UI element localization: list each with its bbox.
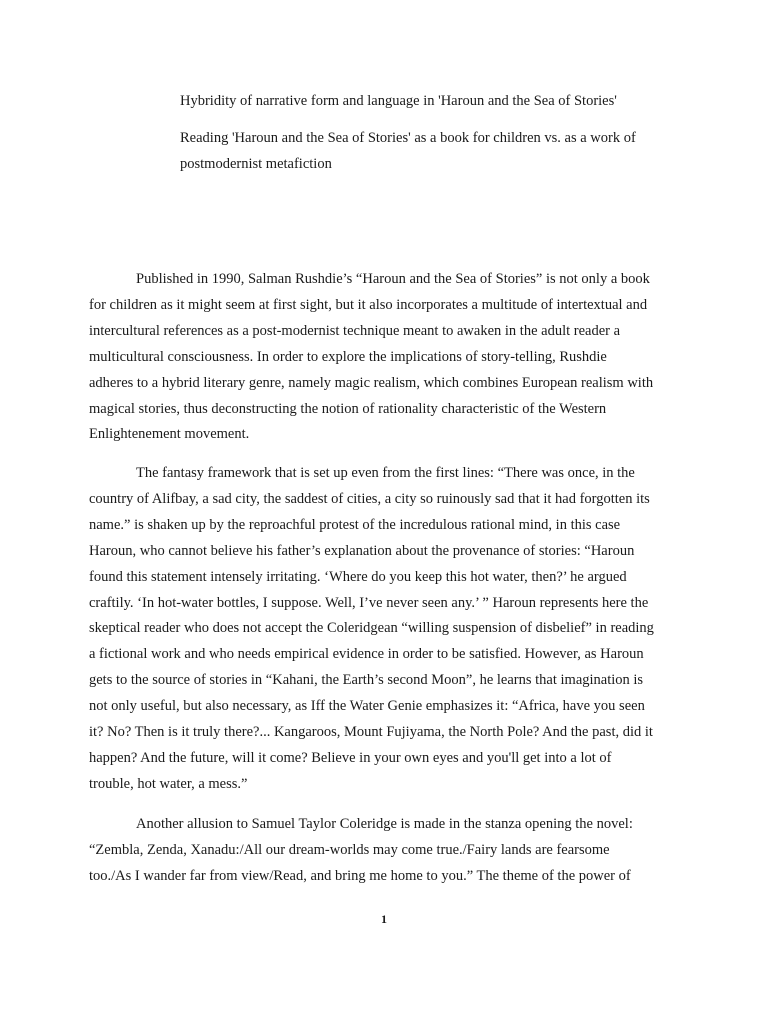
paragraph-2 bbox=[89, 461, 689, 798]
text-line: too./As I wander far from view/Read, and bring me home to you.” The theme of the power of bbox=[89, 867, 631, 884]
text-line: found this statement intensely irritating. ‘Where do you keep this hot water, then?’ he argued bbox=[89, 568, 627, 585]
text-line: it? No? Then is it truly there?... Kangaroos, Mount Fujiyama, the North Pole? And the past, did it bbox=[89, 724, 653, 741]
paragraph-3 bbox=[89, 812, 689, 890]
text-line: for children as it might seem at first sight, but it also incorporates a multitude of intertextual and bbox=[89, 296, 648, 313]
text-line: adheres to a hybrid literary genre, namely magic realism, which combines European realism with bbox=[89, 374, 654, 391]
text-line: not only useful, but also necessary, as Iff the Water Genie emphasizes it: “Africa, have you seen bbox=[89, 698, 645, 715]
text-line: multicultural consciousness. In order to explore the implications of story-telling, Rushdie bbox=[89, 348, 607, 365]
text-line: magical stories, thus deconstructing the notion of rationality characteristic of the Western bbox=[89, 400, 607, 417]
text-line: Another allusion to Samuel Taylor Coleridge is made in the stanza opening the novel: bbox=[136, 816, 633, 832]
text-line: “Zembla, Zenda, Xanadu:/All our dream-worlds may come true./Fairy lands are fearsome bbox=[89, 841, 610, 858]
subtitle-line: postmodernist metafiction bbox=[180, 156, 332, 172]
text-line: Published in 1990, Salman Rushdie’s “Haroun and the Sea of Stories” is not only a book bbox=[136, 271, 650, 287]
paragraph-1 bbox=[89, 267, 689, 448]
text-line: gets to the source of stories in “Kahani, the Earth’s second Moon”, he learns that imagination is bbox=[89, 672, 644, 689]
text-line: a fictional work and who needs empirical evidence in order to be satisfied. However, as Haroun bbox=[89, 646, 644, 663]
document-title: Hybridity of narrative form and language in 'Haroun and the Sea of Stories' bbox=[180, 93, 617, 109]
text-line: craftily. ‘In hot-water bottles, I suppose. Well, I’ve never seen any.’ ” Haroun represents here the bbox=[89, 594, 649, 611]
text-line: skeptical reader who does not accept the Coleridgean “willing suspension of disbelief” in reading bbox=[89, 620, 654, 637]
text-line: The fantasy framework that is set up even from the first lines: “There was once, in the bbox=[136, 465, 635, 481]
text-line: intercultural references as a post-modernist technique meant to awaken in the adult reader a bbox=[89, 322, 621, 339]
text-line: trouble, hot water, a mess.” bbox=[89, 775, 248, 792]
text-line: name.” is shaken up by the reproachful protest of the incredulous rational mind, in this case bbox=[89, 516, 621, 533]
text-line: country of Alifbay, a sad city, the saddest of cities, a city so ruinously sad that it had forgotten its bbox=[89, 490, 650, 507]
subtitle-line: Reading 'Haroun and the Sea of Stories' as a book for children vs. as a work of bbox=[180, 130, 636, 146]
text-line: Haroun, who cannot believe his father’s explanation about the provenance of stories: “Haroun bbox=[89, 542, 635, 559]
page-number: 1 bbox=[381, 912, 387, 926]
text-line: Enlightenement movement. bbox=[89, 426, 250, 443]
document-subtitle bbox=[180, 125, 636, 177]
text-line: happen? And the future, will it come? Believe in your own eyes and you'll get into a lot of bbox=[89, 749, 612, 766]
